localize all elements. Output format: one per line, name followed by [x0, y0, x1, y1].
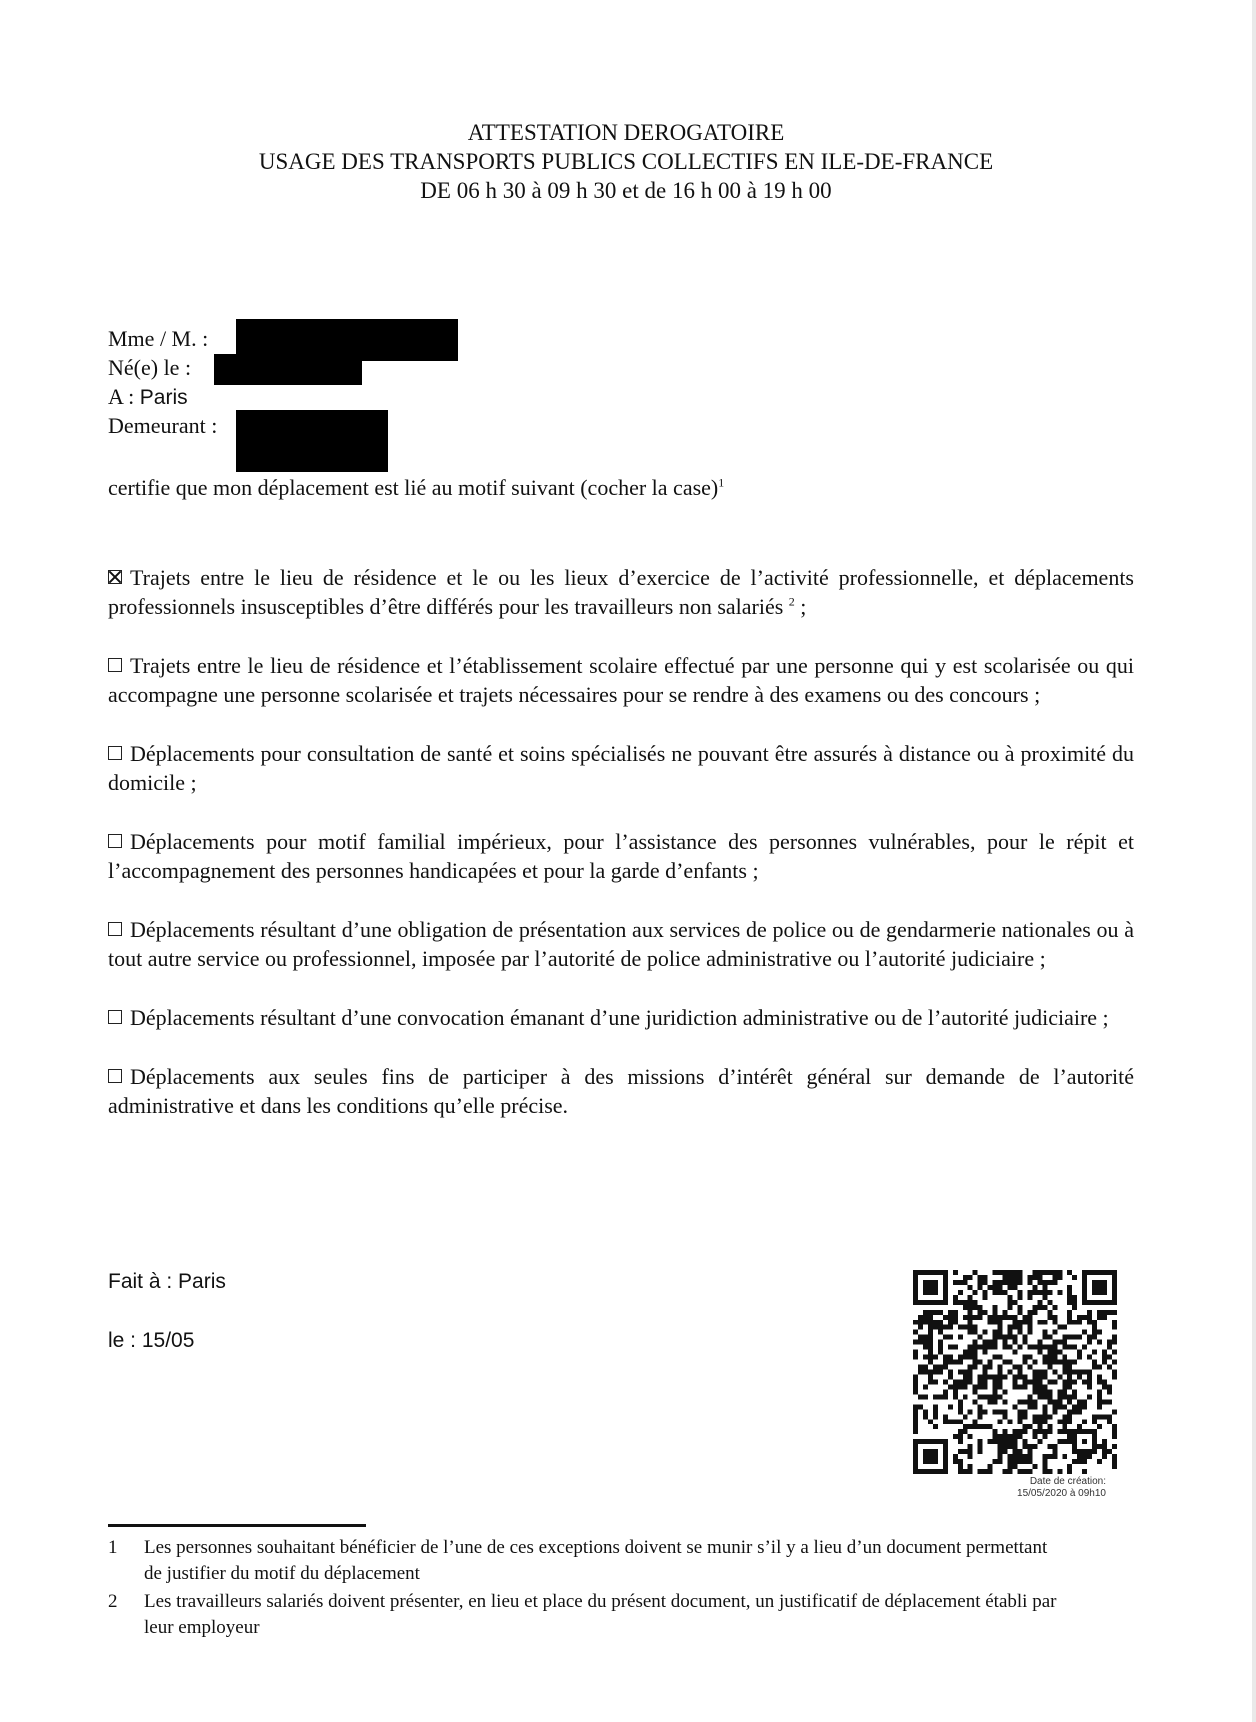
checkbox-icon[interactable] — [108, 922, 122, 936]
title-line-3: DE 06 h 30 à 09 h 30 et de 16 h 00 à 19 h 00 — [420, 178, 832, 203]
footnote-2 — [108, 1589, 1068, 1641]
footnote-ref-2: 2 — [788, 594, 795, 609]
place-value: Paris — [139, 386, 188, 409]
checked-checkbox-icon[interactable] — [108, 570, 122, 584]
address-label: Demeurant : — [108, 413, 218, 438]
birthdate-redaction — [214, 354, 362, 385]
checkbox-icon[interactable] — [108, 1069, 122, 1083]
place-label: A : — [108, 384, 135, 409]
fait-value: Paris — [178, 1270, 226, 1293]
checkbox-icon[interactable] — [108, 834, 122, 848]
qr-code-icon — [913, 1270, 1117, 1474]
address-redaction — [236, 410, 388, 472]
title-line-1: ATTESTATION DEROGATOIRE — [467, 120, 785, 145]
qr-caption — [930, 1476, 1106, 1500]
footnote-text: Les travailleurs salariés doivent présenter, en lieu et place du présent document, un justificatif de déplacement établi par leur employeur — [144, 1591, 1057, 1638]
name-label: Mme / M. : — [108, 326, 209, 351]
reason-item-mission — [108, 1062, 1134, 1120]
reason-text: Déplacements pour consultation de santé et soins spécialisés ne pouvant être assurés à distance ou à proximité du domicile ; — [108, 741, 1134, 795]
reason-suffix: ; — [794, 594, 807, 619]
reason-text: Déplacements aux seules fins de participer à des missions d’intérêt général sur demande de l’autorité administrative et dans les conditions qu’elle précise. — [108, 1064, 1134, 1118]
reason-item-work — [108, 563, 1134, 621]
reason-item-family — [108, 827, 1134, 885]
footnote-number: 2 — [108, 1591, 118, 1612]
certify-text: certifie que mon déplacement est lié au motif suivant (cocher la case) — [108, 475, 719, 500]
signature-date — [108, 1329, 194, 1353]
reason-text: Trajets entre le lieu de résidence et l’établissement scolaire effectué par une personne qui y est scolarisée ou qui accompagne une personne scolarisée et trajets nécessaires pour se rendre à des examens ou des concours ; — [108, 653, 1134, 707]
qr-caption-line-1: Date de création: — [1029, 1476, 1106, 1487]
reason-item-police — [108, 915, 1134, 973]
reason-text: Déplacements résultant d’une obligation de présentation aux services de police ou de gendarmerie nationales ou à tout autre service ou professionnel, imposée par l’autorité de police administrative ou l’autorité judiciaire ; — [108, 917, 1134, 971]
signature-place — [108, 1270, 226, 1294]
page-edge — [1252, 0, 1256, 1722]
reason-item-court — [108, 1003, 1134, 1032]
footnote-text: Les personnes souhaitant bénéficier de l’une de ces exceptions doivent se munir s’il y a lieu d’un document permettant de justifier du motif du déplacement — [144, 1537, 1048, 1584]
checkbox-icon[interactable] — [108, 1010, 122, 1024]
document-title — [0, 118, 1252, 205]
title-line-2: USAGE DES TRANSPORTS PUBLICS COLLECTIFS EN ILE-DE-FRANCE — [258, 149, 994, 174]
footnote-number: 1 — [108, 1537, 118, 1558]
fait-label: Fait à : — [108, 1270, 173, 1293]
checkbox-icon[interactable] — [108, 658, 122, 672]
reason-text: Trajets entre le lieu de résidence et le ou les lieux d’exercice de l’activité professionnelle, et déplacements professionnels insusceptibles d’être différés pour les travailleurs non salariés — [108, 565, 1134, 619]
reason-text: Déplacements résultant d’une convocation émanant d’une juridiction administrative ou de l’autorité judiciaire ; — [130, 1005, 1109, 1030]
checkbox-icon[interactable] — [108, 746, 122, 760]
footnote-separator — [108, 1524, 366, 1527]
reason-item-school — [108, 651, 1134, 709]
qr-caption-line-2: 15/05/2020 à 09h10 — [1017, 1488, 1106, 1499]
reason-text: Déplacements pour motif familial impérieux, pour l’assistance des personnes vulnérables, pour le répit et l’accompagnement des personnes handicapées et pour la garde d’enfants ; — [108, 829, 1134, 883]
birth-label: Né(e) le : — [108, 355, 192, 380]
footnotes — [108, 1535, 1068, 1643]
reasons-list — [108, 563, 1134, 1150]
date-value: 15/05 — [141, 1329, 195, 1352]
reason-item-health — [108, 739, 1134, 797]
date-label: le : — [108, 1329, 137, 1352]
certify-statement — [108, 475, 724, 501]
footnote-1 — [108, 1535, 1068, 1587]
footnote-ref-1: 1 — [718, 475, 725, 490]
